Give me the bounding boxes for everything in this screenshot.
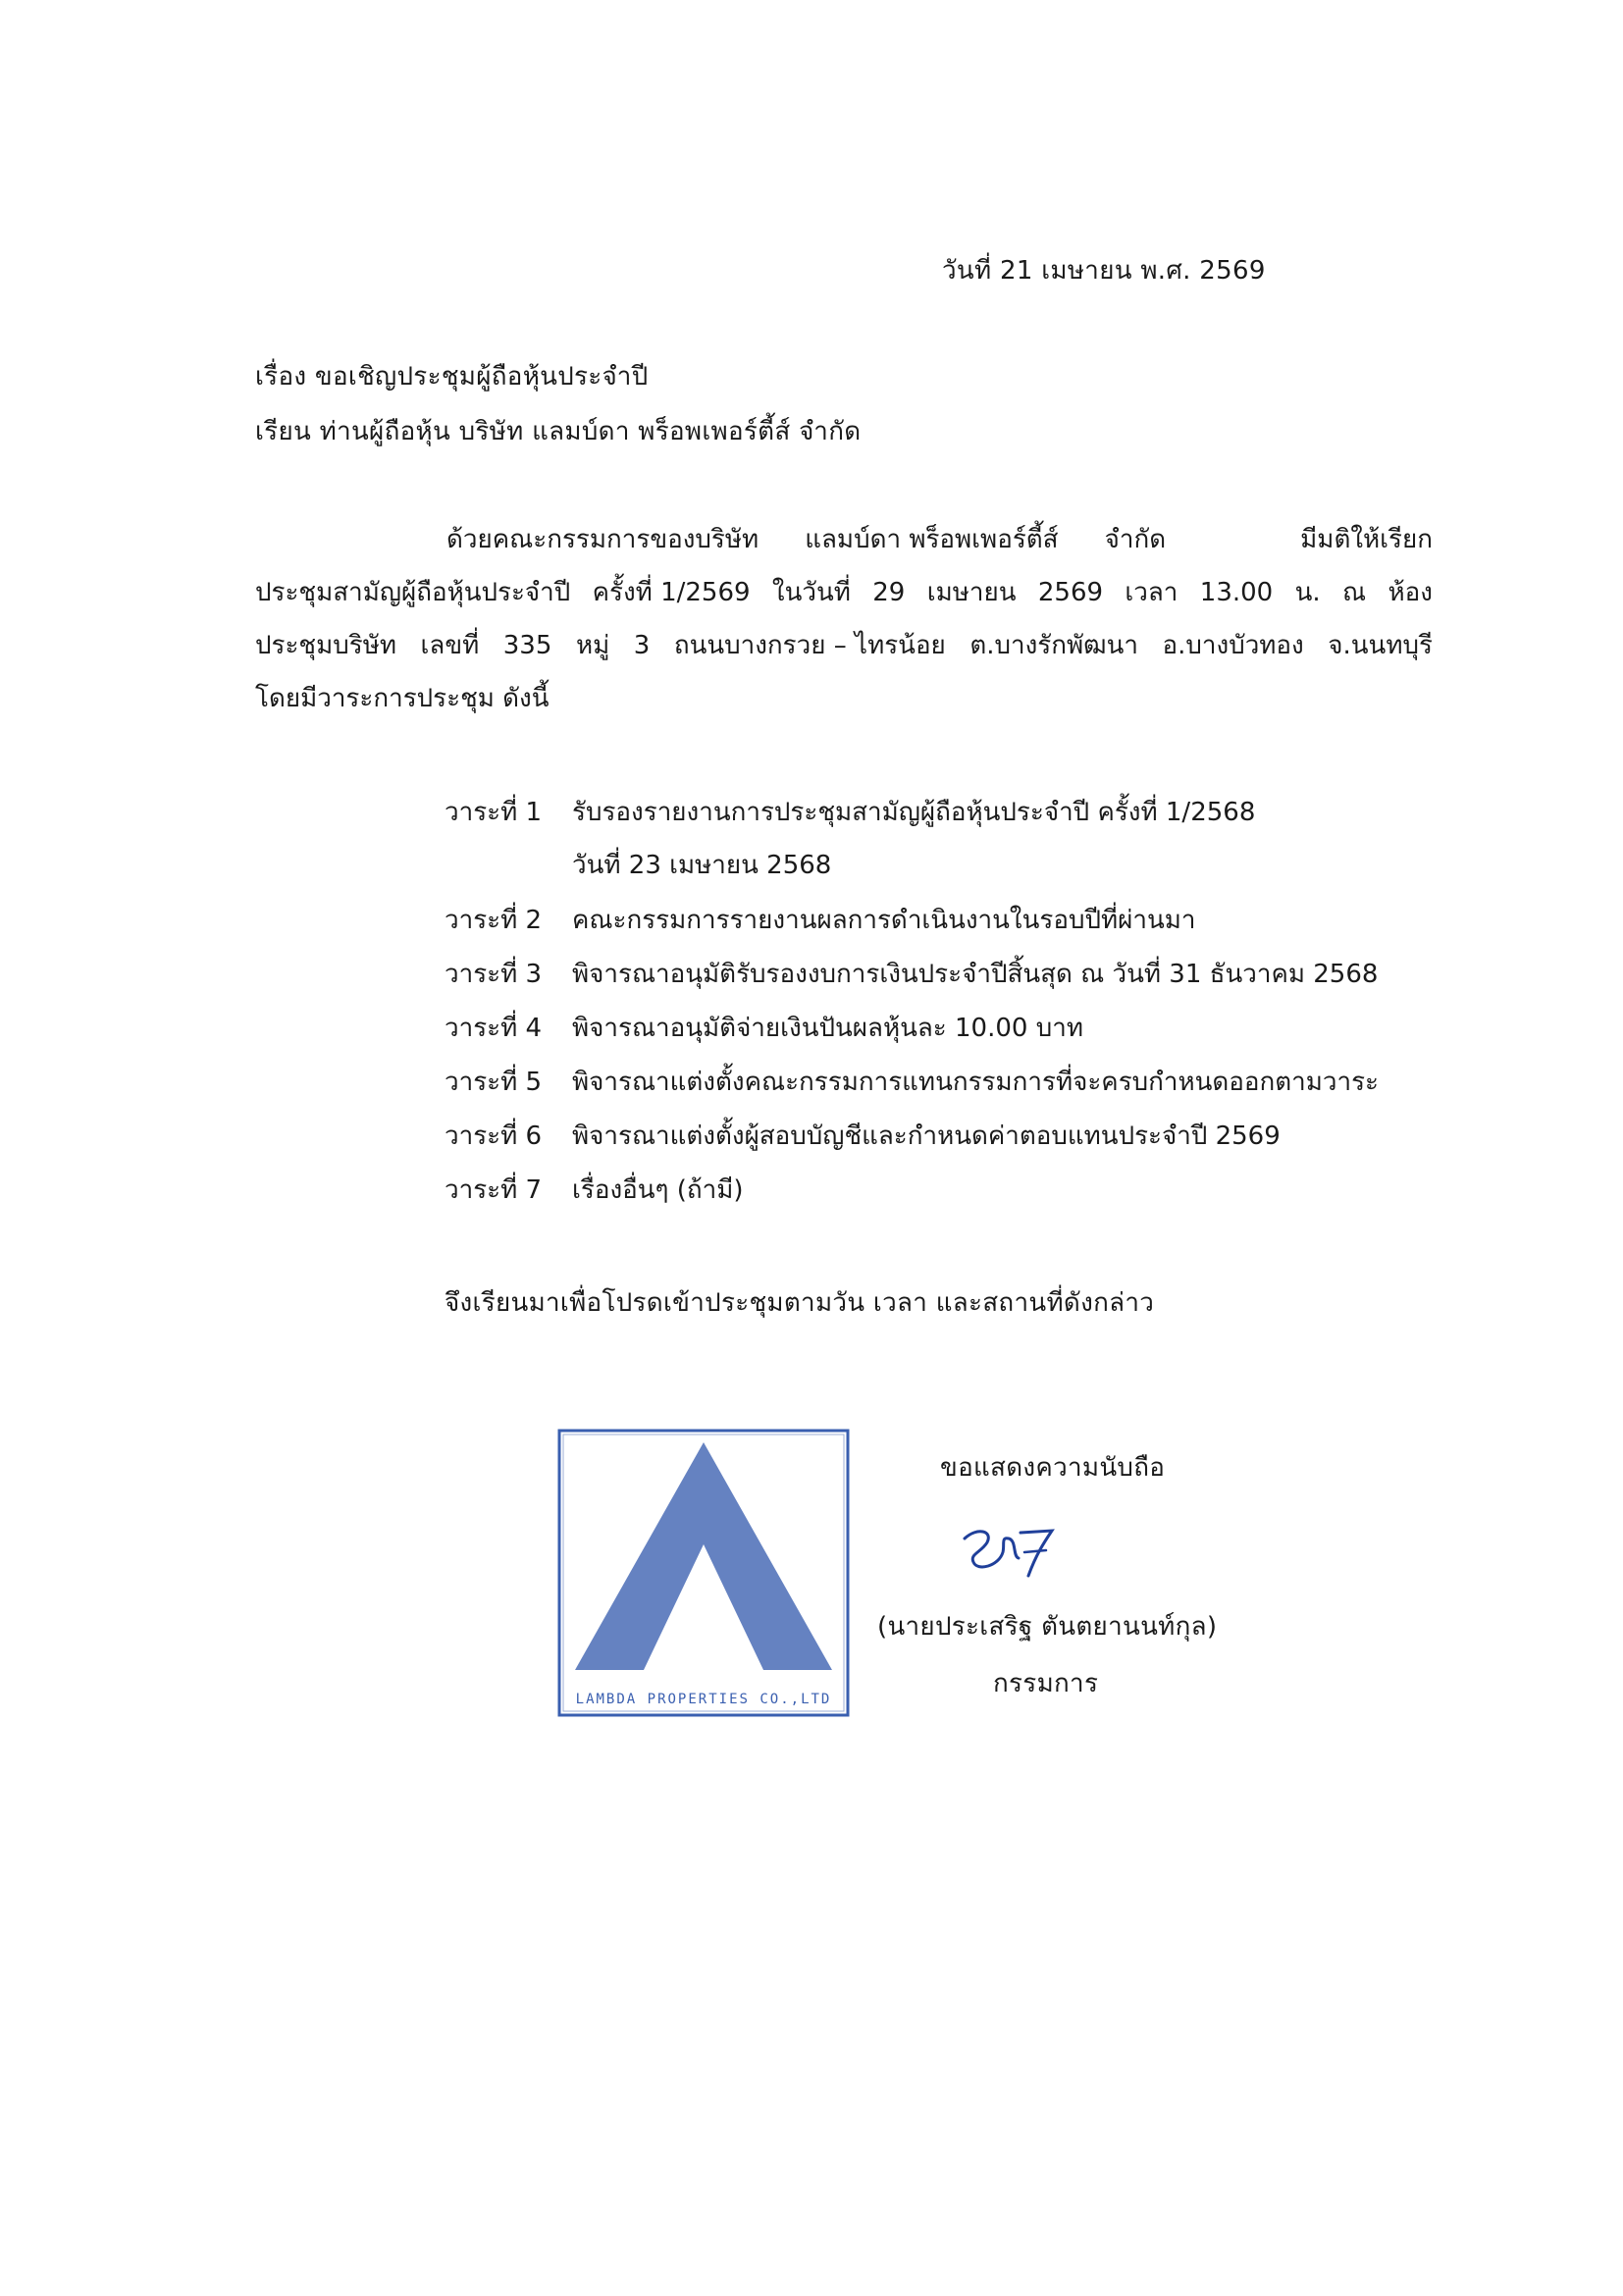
letter-subject: เรื่อง ขอเชิญประชุมผู้ถือหุ้นประจำปี: [255, 362, 649, 391]
agenda-text: พิจารณาแต่งตั้งคณะกรรมการแทนกรรมการที่จะครบกำหนดออกตามวาระ: [572, 1068, 1380, 1097]
body-word: ครั้งที่ 1/2569: [592, 578, 751, 607]
stamp-lambda-logo-icon: [555, 1427, 852, 1719]
body-line: [446, 522, 1433, 557]
signer-name: (นายประเสริฐ ตันตยานนท์กุล): [877, 1612, 1218, 1642]
body-word: 29: [872, 578, 906, 607]
agenda-label: วาระที่ 7: [445, 1175, 543, 1205]
body-line: [255, 681, 1433, 716]
signer-title: กรรมการ: [993, 1669, 1099, 1698]
closing-sentence: จึงเรียนมาเพื่อโปรดเข้าประชุมตามวัน เวลา และสถานที่ดังกล่าว: [445, 1288, 1155, 1318]
body-word: 2569: [1037, 578, 1104, 607]
body-word: 3: [633, 631, 651, 660]
body-word: โดยมีวาระการประชุม ดังนี้: [255, 684, 550, 713]
body-word: ประชุมสามัญผู้ถือหุ้นประจำปี: [255, 578, 571, 607]
body-word: 13.00: [1199, 578, 1274, 607]
agenda-label: วาระที่ 3: [445, 960, 543, 989]
agenda-text: คณะกรรมการรายงานผลการดำเนินงานในรอบปีที่ผ่านมา: [572, 906, 1196, 935]
agenda-item: [445, 1119, 1281, 1154]
body-word: ณ: [1341, 578, 1367, 607]
regards-text: ขอแสดงความนับถือ: [940, 1453, 1166, 1483]
body-word: จ.นนทบุรี: [1328, 631, 1433, 660]
body-word: ในวันที่: [771, 578, 851, 607]
agenda-text: เรื่องอื่นๆ (ถ้ามี): [572, 1175, 744, 1205]
agenda-label: วาระที่ 2: [445, 906, 543, 935]
body-word: เลขที่: [420, 631, 480, 660]
agenda-label: วาระที่ 1: [445, 798, 543, 827]
body-word: เวลา: [1125, 578, 1178, 607]
body-word: ด้วยคณะกรรมการของบริษัท: [446, 525, 759, 554]
body-line: [255, 575, 1433, 610]
body-word: ถนนบางกรวย – ไทรน้อย: [673, 631, 946, 660]
agenda-text: พิจารณาแต่งตั้งผู้สอบบัญชีและกำหนดค่าตอบแทนประจำปี 2569: [572, 1122, 1281, 1151]
body-line: [255, 628, 1433, 663]
handwritten-signature: [960, 1517, 1068, 1586]
body-word: ห้อง: [1387, 578, 1433, 607]
agenda-label: วาระที่ 5: [445, 1068, 543, 1097]
letter-recipient: เรียน ท่านผู้ถือหุ้น บริษัท แลมบ์ดา พร็อพเพอร์ตี้ส์ จำกัด: [255, 417, 862, 446]
body-word: ต.บางรักพัฒนา: [969, 631, 1138, 660]
letter-date: วันที่ 21 เมษายน พ.ศ. 2569: [942, 256, 1266, 286]
agenda-item: [445, 903, 1195, 938]
body-word: หมู่: [575, 631, 610, 660]
agenda-item: [445, 1011, 1083, 1046]
agenda-item: [445, 795, 1255, 830]
agenda-continuation: วันที่ 23 เมษายน 2568: [572, 851, 832, 880]
agenda-text: พิจารณาอนุมัติรับรองงบการเงินประจำปีสิ้นสุด ณ วันที่ 31 ธันวาคม 2568: [572, 960, 1379, 989]
agenda-item: [445, 1065, 1379, 1100]
body-word: เมษายน: [926, 578, 1017, 607]
body-word: ประชุมบริษัท: [255, 631, 396, 660]
body-word: มีมติให้เรียก: [1300, 525, 1433, 554]
body-word: 335: [502, 631, 552, 660]
body-word: จำกัด: [1104, 525, 1167, 554]
stamp-text: LAMBDA PROPERTIES CO.,LTD: [575, 1692, 832, 1707]
body-word: น.: [1294, 578, 1321, 607]
agenda-label: วาระที่ 6: [445, 1122, 543, 1151]
body-word: แลมบ์ดา พร็อพเพอร์ตี้ส์: [805, 525, 1059, 554]
agenda-item: [445, 1173, 744, 1208]
agenda-label: วาระที่ 4: [445, 1014, 543, 1043]
company-stamp: [555, 1427, 852, 1719]
body-word: อ.บางบัวทอง: [1162, 631, 1304, 660]
agenda-text: รับรองรายงานการประชุมสามัญผู้ถือหุ้นประจำปี ครั้งที่ 1/2568: [572, 798, 1256, 827]
signature-icon: [960, 1517, 1068, 1586]
agenda-item: [445, 957, 1378, 992]
agenda-text: พิจารณาอนุมัติจ่ายเงินปันผลหุ้นละ 10.00 บาท: [572, 1014, 1083, 1043]
